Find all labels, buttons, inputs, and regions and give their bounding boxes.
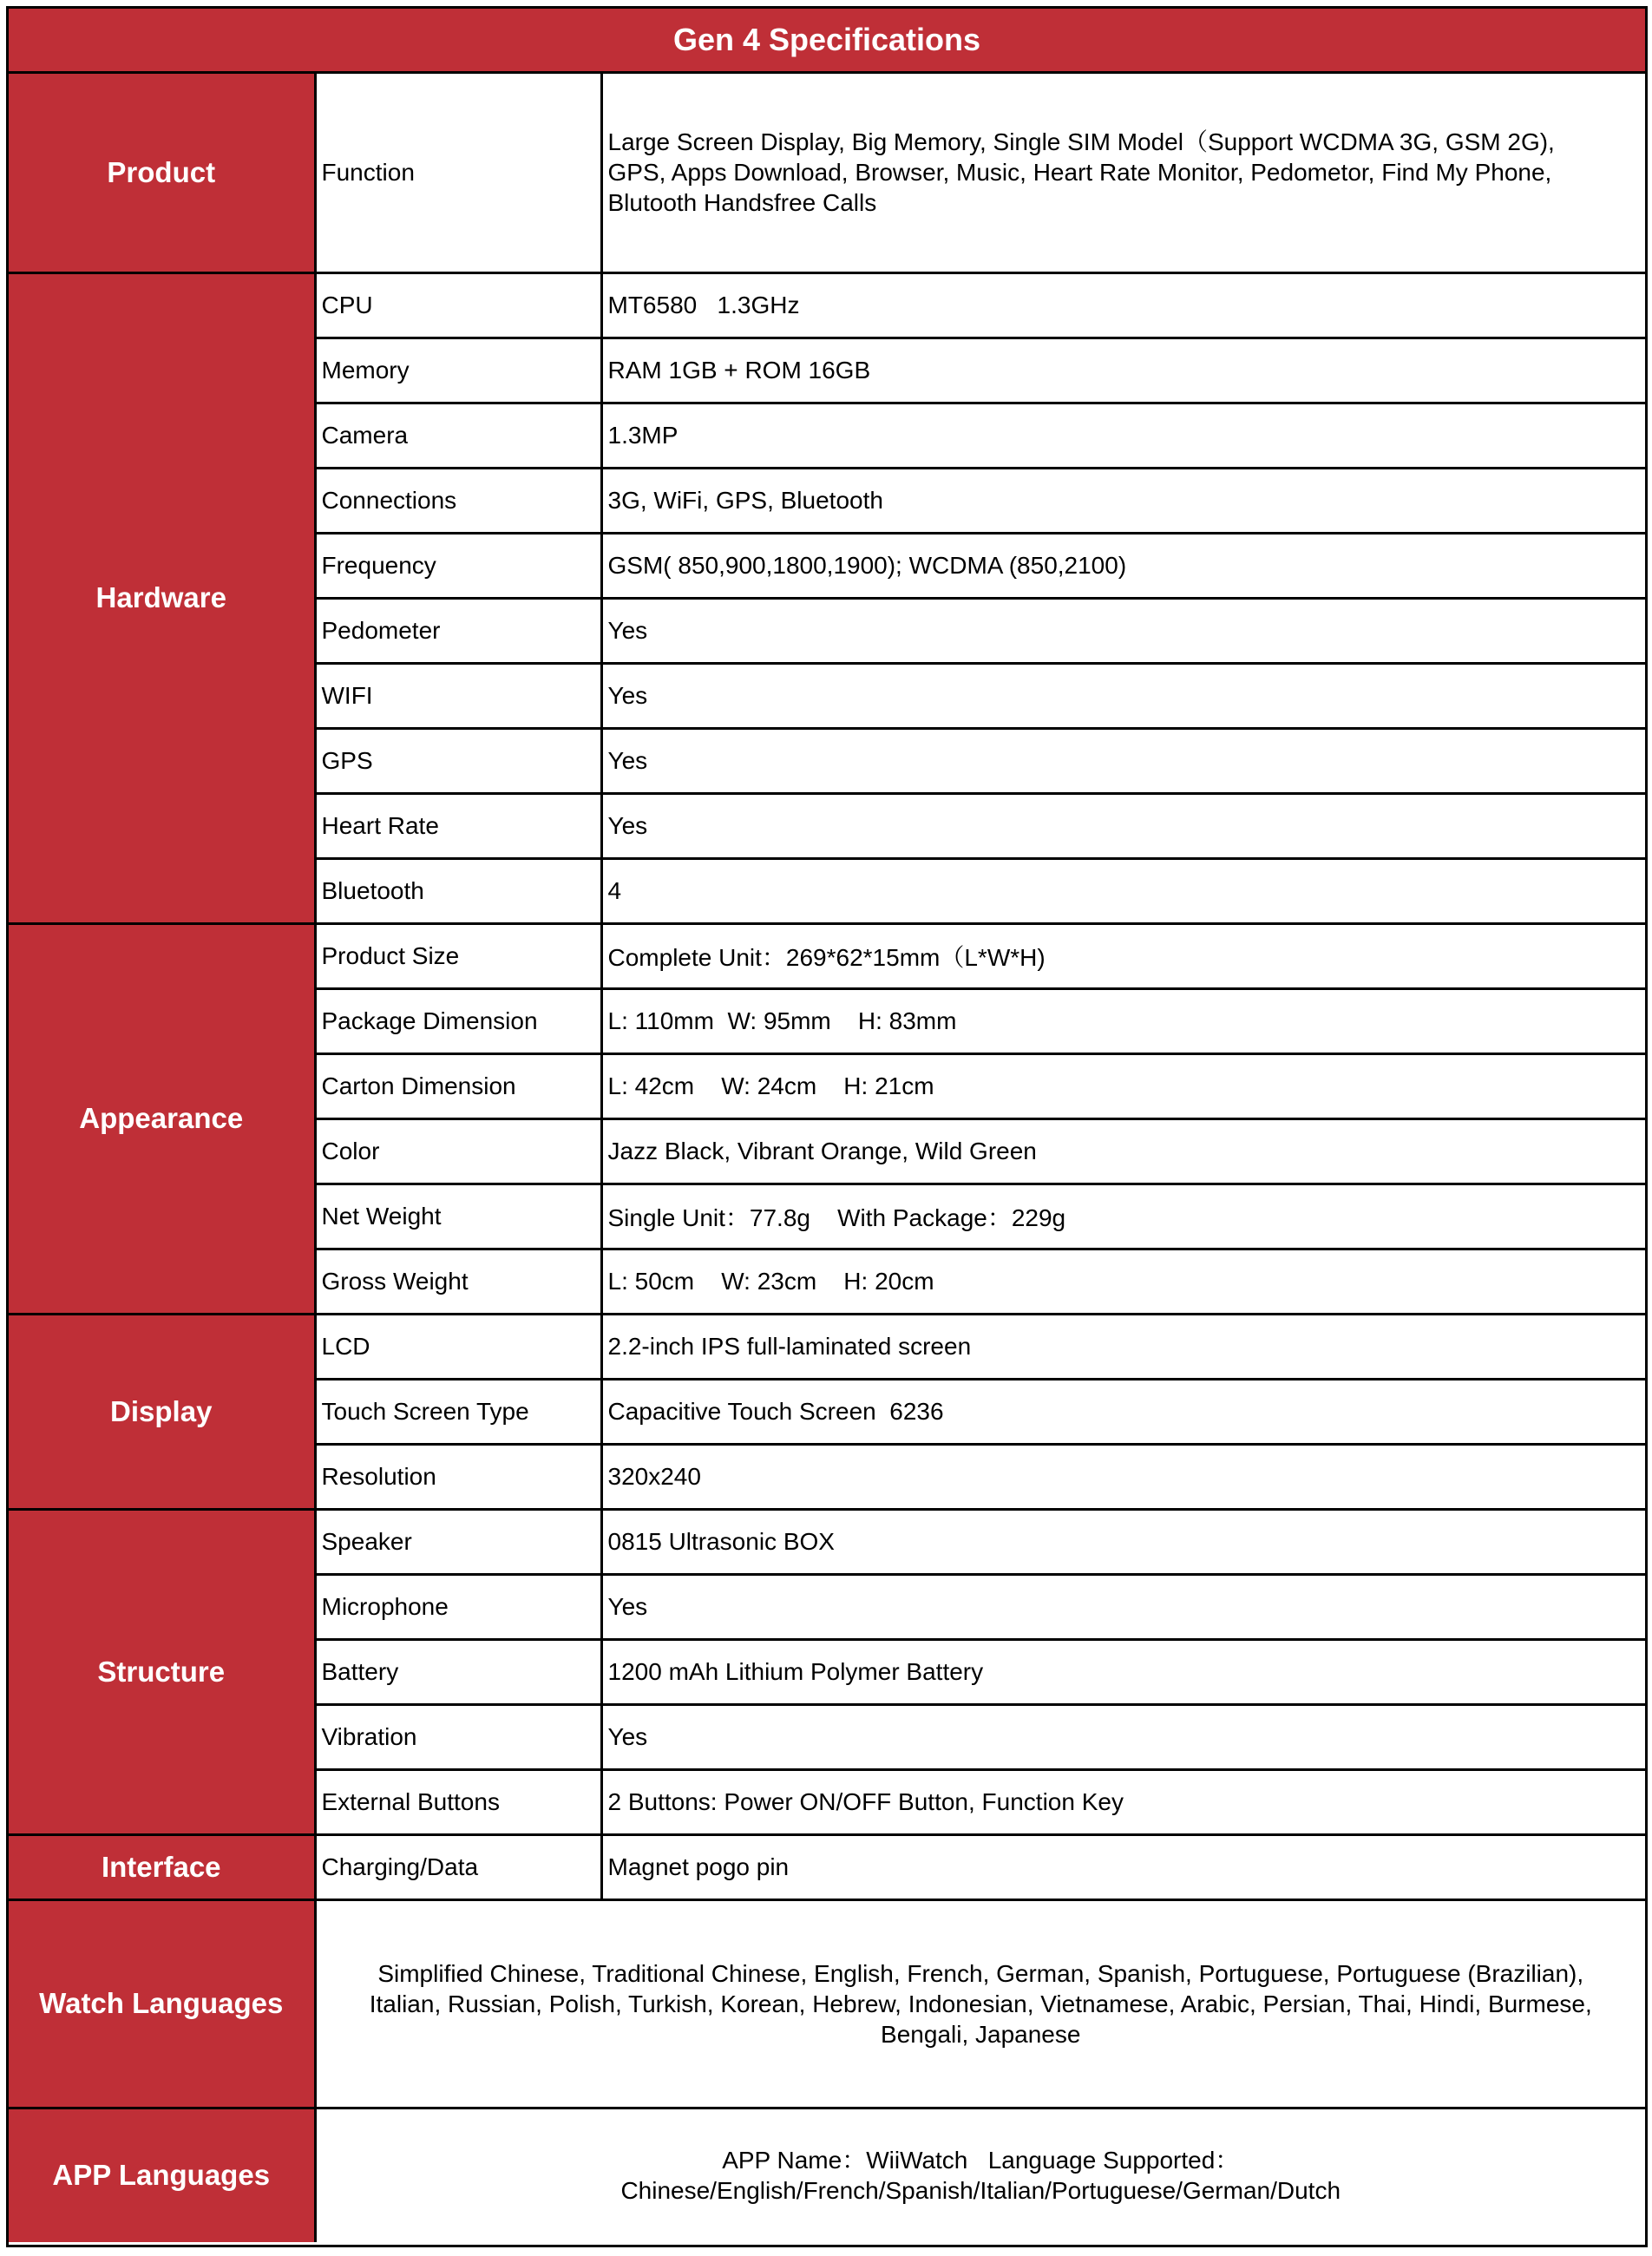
row-value: 3G, WiFi, GPS, Bluetooth: [601, 468, 1645, 533]
row-label: Frequency: [315, 533, 601, 598]
row-value: L: 42cm W: 24cm H: 21cm: [601, 1053, 1645, 1118]
row-value: Yes: [601, 663, 1645, 728]
row-label: Charging/Data: [315, 1834, 601, 1899]
row-label: Speaker: [315, 1509, 601, 1574]
table-row: [9, 1314, 1645, 1379]
row-value: Yes: [601, 1574, 1645, 1639]
row-label: Microphone: [315, 1574, 601, 1639]
row-value: L: 50cm W: 23cm H: 20cm: [601, 1249, 1645, 1314]
row-value: L: 110mm W: 95mm H: 83mm: [601, 988, 1645, 1053]
row-value: Capacitive Touch Screen 6236: [601, 1379, 1645, 1444]
row-label: Package Dimension: [315, 988, 601, 1053]
section-structure: Structure: [9, 1509, 315, 1834]
row-value: Yes: [601, 598, 1645, 663]
app-languages-cell: [315, 2108, 1645, 2242]
section-product: Product: [9, 74, 315, 272]
row-label: Product Size: [315, 923, 601, 988]
section-appearance: Appearance: [9, 923, 315, 1314]
section-app-languages: [9, 2108, 315, 2242]
row-value: RAM 1GB + ROM 16GB: [601, 338, 1645, 403]
row-value: Yes: [601, 1704, 1645, 1769]
row-label: Battery: [315, 1639, 601, 1704]
row-label: Heart Rate: [315, 793, 601, 858]
row-value: Large Screen Display, Big Memory, Single SIM Model（Support WCDMA 3G, GSM 2G), GPS, Apps Download, Browser, Music, Heart Rate Monitor, Pedometor, Find My Phone, Blutooth Handsfree Calls: [601, 74, 1645, 272]
row-label: Connections: [315, 468, 601, 533]
row-value: 1200 mAh Lithium Polymer Battery: [601, 1639, 1645, 1704]
section-display: Display: [9, 1314, 315, 1509]
row-label: Gross Weight: [315, 1249, 601, 1314]
watch-languages-list: Simplified Chinese, Traditional Chinese, English, French, German, Spanish, Portuguese, Portuguese (Brazilian), Italian, Russian, Polish, Turkish, Korean, Hebrew, Indonesian, Vietnamese, Arabic, Persian, Thai, Hindi, Burmese, Bengali, Japanese: [315, 1899, 1645, 2108]
row-value: 0815 Ultrasonic BOX: [601, 1509, 1645, 1574]
section-watch-languages: Watch Languages: [9, 1899, 315, 2108]
spec-title: Gen 4 Specifications: [9, 9, 1645, 74]
row-value: Single Unit：77.8g With Package：229g: [601, 1184, 1645, 1249]
row-value: GSM( 850,900,1800,1900); WCDMA (850,2100): [601, 533, 1645, 598]
row-value: Yes: [601, 728, 1645, 793]
spec-sheet: [6, 6, 1648, 2247]
row-label: Pedometer: [315, 598, 601, 663]
row-label: Net Weight: [315, 1184, 601, 1249]
row-label: Camera: [315, 403, 601, 468]
row-label: External Buttons: [315, 1769, 601, 1834]
spec-table: [9, 74, 1645, 2242]
table-row: [9, 1834, 1645, 1899]
row-label: Resolution: [315, 1444, 601, 1509]
row-label: CPU: [315, 272, 601, 338]
section-hardware: Hardware: [9, 272, 315, 923]
app-name-line: APP Name：WiiWatch Language Supported：: [722, 2147, 1240, 2174]
app-languages-line: Chinese/English/French/Spanish/Italian/Portuguese/German/Dutch: [620, 2177, 1341, 2205]
row-value: 320x240: [601, 1444, 1645, 1509]
row-label: Function: [315, 74, 601, 272]
section-app-languages-label: APP Languages: [52, 2159, 271, 2192]
row-label: Touch Screen Type: [315, 1379, 601, 1444]
row-label: GPS: [315, 728, 601, 793]
table-row: [9, 272, 1645, 338]
row-value: 4: [601, 858, 1645, 923]
table-row: [9, 2108, 1645, 2242]
row-label: LCD: [315, 1314, 601, 1379]
row-value: 2.2-inch IPS full-laminated screen: [601, 1314, 1645, 1379]
row-value: 2 Buttons: Power ON/OFF Button, Function Key: [601, 1769, 1645, 1834]
row-value: Magnet pogo pin: [601, 1834, 1645, 1899]
row-label: Memory: [315, 338, 601, 403]
table-row: [9, 923, 1645, 988]
table-row: [9, 1509, 1645, 1574]
row-label: Carton Dimension: [315, 1053, 601, 1118]
section-interface: Interface: [9, 1834, 315, 1899]
row-label: WIFI: [315, 663, 601, 728]
row-value: MT6580 1.3GHz: [601, 272, 1645, 338]
table-row: [9, 1899, 1645, 2108]
row-value: Complete Unit：269*62*15mm（L*W*H): [601, 923, 1645, 988]
row-label: Vibration: [315, 1704, 601, 1769]
row-value: Jazz Black, Vibrant Orange, Wild Green: [601, 1118, 1645, 1184]
row-value: 1.3MP: [601, 403, 1645, 468]
row-label: Bluetooth: [315, 858, 601, 923]
table-row: [9, 74, 1645, 272]
row-label: Color: [315, 1118, 601, 1184]
row-value: Yes: [601, 793, 1645, 858]
